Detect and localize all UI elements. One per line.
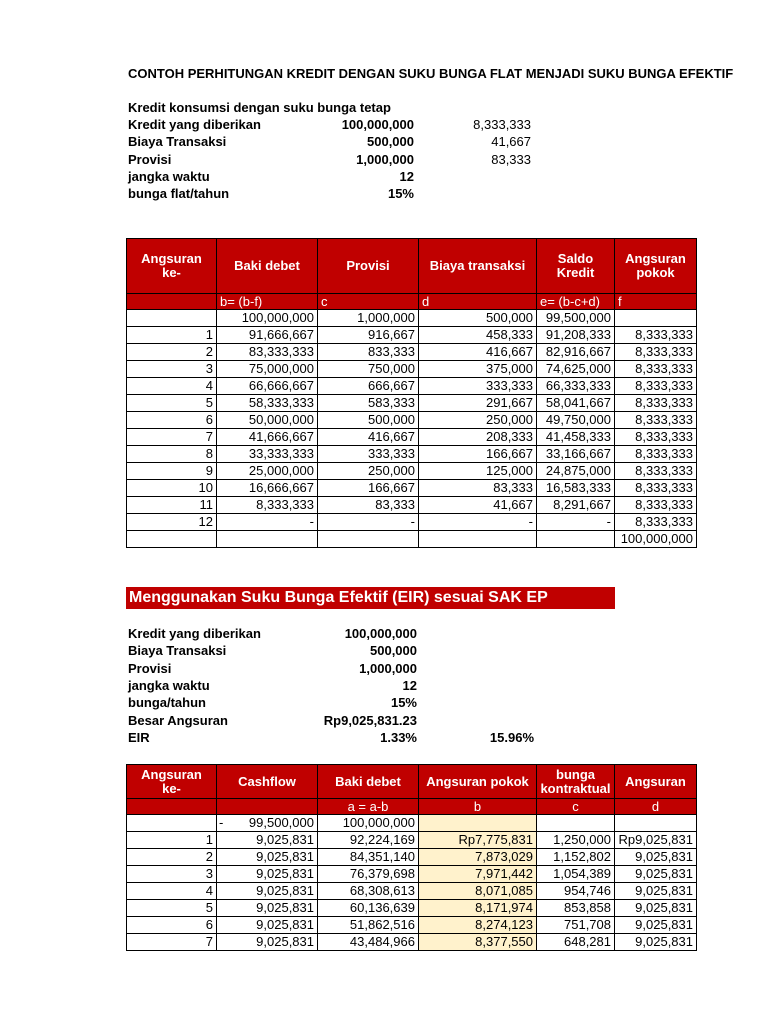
eir-table — [126, 764, 697, 951]
table-cell: 8,333,333 — [615, 429, 697, 446]
table-cell — [615, 815, 697, 832]
table-cell: 51,862,516 — [318, 917, 419, 934]
table-cell: Rp7,775,831 — [419, 832, 537, 849]
table-cell: 3 — [127, 866, 217, 883]
t2-header-baki-debet: Baki debet — [318, 765, 419, 799]
table-cell: 83,333,333 — [217, 344, 318, 361]
table-row — [127, 900, 697, 917]
table-cell: 125,000 — [419, 463, 537, 480]
table-cell: 9,025,831 — [615, 934, 697, 951]
table-cell — [217, 832, 318, 849]
table-cell: 4 — [127, 378, 217, 395]
table-cell: 2 — [127, 849, 217, 866]
info-value: 1.33% — [380, 729, 417, 745]
table-cell: 333,333 — [419, 378, 537, 395]
table-cell — [419, 815, 537, 832]
table-cell — [419, 531, 537, 548]
table-row — [127, 412, 697, 429]
t1-header-saldo-kredit: Saldo Kredit — [537, 239, 615, 294]
table-cell: 166,667 — [419, 446, 537, 463]
table-cell: 8,333,333 — [615, 378, 697, 395]
table-cell — [318, 531, 419, 548]
info-extra: 41,667 — [491, 134, 531, 150]
table-cell: 75,000,000 — [217, 361, 318, 378]
table-cell: 648,281 — [537, 934, 615, 951]
table-cell: - — [217, 514, 318, 531]
table-cell: 60,136,639 — [318, 900, 419, 917]
info-value: 100,000,000 — [341, 117, 414, 132]
table-cell: 8,291,667 — [537, 497, 615, 514]
table-cell: 250,000 — [318, 463, 419, 480]
table-row — [127, 497, 697, 514]
t2-formula-row — [127, 799, 697, 815]
table-cell — [217, 849, 318, 866]
info-label: Biaya Transaksi — [128, 643, 227, 659]
cashflow-value: 9,025,831 — [256, 900, 314, 915]
info-label: Besar Angsuran — [128, 712, 228, 728]
info-value: 15% — [387, 186, 414, 202]
info-label: bunga/tahun — [128, 695, 206, 711]
table-row — [127, 463, 697, 480]
table-cell: 74,625,000 — [537, 361, 615, 378]
table-cell: - — [419, 514, 537, 531]
info-value: 15% — [390, 695, 417, 711]
table-row — [127, 446, 697, 463]
document-title: CONTOH PERHITUNGAN KREDIT DENGAN SUKU BUNGA FLAT MENJADI SUKU BUNGA EFEKTIF — [128, 66, 734, 81]
table-cell: 8,333,333 — [615, 514, 697, 531]
table-cell: 375,000 — [419, 361, 537, 378]
t2-formula-cell — [217, 799, 318, 815]
table-cell: 7 — [127, 934, 217, 951]
table-cell: 8,333,333 — [615, 480, 697, 497]
table-cell: 8,333,333 — [615, 327, 697, 344]
table-cell: 100,000,000 — [318, 815, 419, 832]
t2-header-angsuran: Angsuran — [615, 765, 697, 799]
t2-header-angsuran-ke: Angsuran ke- — [127, 765, 217, 799]
info-label: bunga flat/tahun — [128, 186, 230, 202]
table-cell — [217, 866, 318, 883]
table-cell: 333,333 — [318, 446, 419, 463]
section1-subtitle: Kredit konsumsi dengan suku bunga tetap — [128, 100, 391, 115]
t1-formula-cell — [127, 294, 217, 310]
t1-formula-cell: c — [318, 294, 419, 310]
table-cell: 9 — [127, 463, 217, 480]
cashflow-value: 9,025,831 — [256, 832, 314, 847]
t1-header-provisi: Provisi — [318, 239, 419, 294]
table-cell: 8,333,333 — [615, 446, 697, 463]
table-cell: 66,333,333 — [537, 378, 615, 395]
table-cell: 416,667 — [419, 344, 537, 361]
table-cell: 9,025,831 — [615, 866, 697, 883]
table-cell: 82,916,667 — [537, 344, 615, 361]
info-label: Biaya Transaksi — [128, 134, 227, 150]
cashflow-value: 9,025,831 — [256, 849, 314, 864]
info-value: 100,000,000 — [344, 626, 417, 641]
table-cell: 91,208,333 — [537, 327, 615, 344]
table-cell: 8,071,085 — [419, 883, 537, 900]
t2-header-cashflow: Cashflow — [217, 765, 318, 799]
table-cell: 9,025,831 — [615, 849, 697, 866]
table-cell — [127, 531, 217, 548]
table-cell: 50,000,000 — [217, 412, 318, 429]
table-cell: 8,333,333 — [615, 344, 697, 361]
cashflow-value: 9,025,831 — [256, 934, 314, 949]
t1-formula-cell: b= (b-f) — [217, 294, 318, 310]
table-cell: 166,667 — [318, 480, 419, 497]
table-cell: 91,666,667 — [217, 327, 318, 344]
table-cell: 8,171,974 — [419, 900, 537, 917]
table-row — [127, 917, 697, 934]
table-row — [127, 327, 697, 344]
table-cell: 12 — [127, 514, 217, 531]
table-row — [127, 815, 697, 832]
table-cell: 1,250,000 — [537, 832, 615, 849]
table-cell: 916,667 — [318, 327, 419, 344]
table-cell: 853,858 — [537, 900, 615, 917]
table-cell: 208,333 — [419, 429, 537, 446]
table-cell: 416,667 — [318, 429, 419, 446]
table-cell: 100,000,000 — [217, 310, 318, 327]
table-row — [127, 429, 697, 446]
table-cell: 8,333,333 — [615, 412, 697, 429]
table-cell: 500,000 — [419, 310, 537, 327]
cashflow-marker: - — [219, 815, 224, 830]
table-row — [127, 395, 697, 412]
table-cell: 6 — [127, 917, 217, 934]
table-cell: 8,333,333 — [615, 497, 697, 514]
table-cell: 41,667 — [419, 497, 537, 514]
info-value: 12 — [402, 677, 417, 693]
table-row — [127, 883, 697, 900]
table-cell: 8,377,550 — [419, 934, 537, 951]
table-cell: 33,333,333 — [217, 446, 318, 463]
table-cell: 49,750,000 — [537, 412, 615, 429]
table-cell: 58,041,667 — [537, 395, 615, 412]
table-cell: 92,224,169 — [318, 832, 419, 849]
table-cell: 83,333 — [318, 497, 419, 514]
table-cell: 2 — [127, 344, 217, 361]
table-cell — [217, 900, 318, 917]
table-cell: 100,000,000 — [615, 531, 697, 548]
table-cell: 7,971,442 — [419, 866, 537, 883]
t2-formula-cell — [127, 799, 217, 815]
table-cell — [217, 917, 318, 934]
eir-section-banner: Menggunakan Suku Bunga Efektif (EIR) sesuai SAK EP — [126, 587, 615, 609]
info-value: 500,000 — [367, 134, 414, 150]
table-cell: 666,667 — [318, 378, 419, 395]
table-row — [127, 480, 697, 497]
t1-header-baki-debet: Baki debet — [217, 239, 318, 294]
info-label: Provisi — [128, 151, 172, 167]
info-label: Kredit yang diberikan — [128, 117, 261, 132]
cashflow-value: 99,500,000 — [248, 815, 314, 830]
t1-formula-cell: d — [419, 294, 537, 310]
table-cell: 25,000,000 — [217, 463, 318, 480]
table-row — [127, 849, 697, 866]
table-cell — [537, 815, 615, 832]
table-cell: 7 — [127, 429, 217, 446]
t2-formula-cell: d — [615, 799, 697, 815]
table-cell — [537, 531, 615, 548]
table-cell: 41,666,667 — [217, 429, 318, 446]
table-cell: 7,873,029 — [419, 849, 537, 866]
table-cell: 250,000 — [419, 412, 537, 429]
table-cell — [615, 310, 697, 327]
table-cell: 751,708 — [537, 917, 615, 934]
table-cell — [217, 883, 318, 900]
flat-rate-table — [126, 238, 697, 548]
table-cell: 16,583,333 — [537, 480, 615, 497]
table-cell: 9,025,831 — [615, 883, 697, 900]
table-cell — [217, 815, 318, 832]
table-cell: 9,025,831 — [615, 917, 697, 934]
table-cell: 1 — [127, 327, 217, 344]
info-extra: 15.96% — [489, 729, 534, 745]
table-row — [127, 378, 697, 395]
t2-header-bunga-kontraktual: bunga kontraktual — [537, 765, 615, 799]
table-cell: 99,500,000 — [537, 310, 615, 327]
table-cell: 24,875,000 — [537, 463, 615, 480]
table-cell — [217, 531, 318, 548]
table-row — [127, 531, 697, 548]
cashflow-value: 9,025,831 — [256, 917, 314, 932]
table-cell: 10 — [127, 480, 217, 497]
info-value: 500,000 — [370, 643, 417, 659]
info-value: 1,000,000 — [356, 151, 414, 167]
info-label: EIR — [128, 729, 150, 745]
table-row — [127, 866, 697, 883]
info-value: 1,000,000 — [359, 660, 417, 676]
t1-header-biaya-transaksi: Biaya transaksi — [419, 239, 537, 294]
t2-formula-cell: a = a-b — [318, 799, 419, 815]
table-cell: 500,000 — [318, 412, 419, 429]
table-cell: 3 — [127, 361, 217, 378]
table-cell — [127, 310, 217, 327]
t2-header-angsuran-pokok: Angsuran pokok — [419, 765, 537, 799]
t1-header-angsuran-pokok: Angsuran pokok — [615, 239, 697, 294]
table-row — [127, 934, 697, 951]
table-cell: 16,666,667 — [217, 480, 318, 497]
info-label: jangka waktu — [128, 677, 210, 693]
table-cell: 84,351,140 — [318, 849, 419, 866]
table-cell: 583,333 — [318, 395, 419, 412]
table-cell: 68,308,613 — [318, 883, 419, 900]
table-row — [127, 361, 697, 378]
table-cell: 66,666,667 — [217, 378, 318, 395]
table-cell: 750,000 — [318, 361, 419, 378]
t1-formula-row — [127, 294, 697, 310]
t1-formula-cell: e= (b-c+d) — [537, 294, 615, 310]
table-cell: 6 — [127, 412, 217, 429]
table-cell: Rp9,025,831 — [615, 832, 697, 849]
table-cell: 9,025,831 — [615, 900, 697, 917]
table-row — [127, 344, 697, 361]
table-cell: 1,054,389 — [537, 866, 615, 883]
t2-formula-cell: b — [419, 799, 537, 815]
table-cell: 1,152,802 — [537, 849, 615, 866]
table-cell: 5 — [127, 395, 217, 412]
table-cell: 41,458,333 — [537, 429, 615, 446]
info-label: Kredit yang diberikan — [128, 626, 261, 641]
info-value: Rp9,025,831.23 — [323, 712, 417, 728]
table-cell: 1 — [127, 832, 217, 849]
table-cell: 83,333 — [419, 480, 537, 497]
table-cell: - — [318, 514, 419, 531]
info-label: jangka waktu — [128, 168, 210, 184]
cashflow-value: 9,025,831 — [256, 883, 314, 898]
t2-formula-cell: c — [537, 799, 615, 815]
table-cell: 954,746 — [537, 883, 615, 900]
t1-header-angsuran-ke: Angsuran ke- — [127, 239, 217, 294]
table-cell — [127, 815, 217, 832]
table-cell: 43,484,966 — [318, 934, 419, 951]
table-row — [127, 310, 697, 327]
table-cell: - — [537, 514, 615, 531]
table-cell — [217, 934, 318, 951]
table-cell: 76,379,698 — [318, 866, 419, 883]
table-cell: 8,274,123 — [419, 917, 537, 934]
table-cell: 291,667 — [419, 395, 537, 412]
info-value: 12 — [399, 168, 414, 184]
info-extra: 8,333,333 — [473, 117, 531, 132]
info-label: Provisi — [128, 660, 172, 676]
table-cell: 4 — [127, 883, 217, 900]
table-cell: 8,333,333 — [615, 463, 697, 480]
table-cell: 8,333,333 — [615, 395, 697, 412]
cashflow-value: 9,025,831 — [256, 866, 314, 881]
table-cell: 11 — [127, 497, 217, 514]
table-cell: 458,333 — [419, 327, 537, 344]
table-cell: 1,000,000 — [318, 310, 419, 327]
info-extra: 83,333 — [491, 151, 531, 167]
t1-formula-cell: f — [615, 294, 697, 310]
table-cell: 5 — [127, 900, 217, 917]
table-cell: 58,333,333 — [217, 395, 318, 412]
table-cell: 8,333,333 — [615, 361, 697, 378]
table-cell: 8,333,333 — [217, 497, 318, 514]
table-row — [127, 832, 697, 849]
table-cell: 8 — [127, 446, 217, 463]
table-cell: 33,166,667 — [537, 446, 615, 463]
table-row — [127, 514, 697, 531]
table-cell: 833,333 — [318, 344, 419, 361]
